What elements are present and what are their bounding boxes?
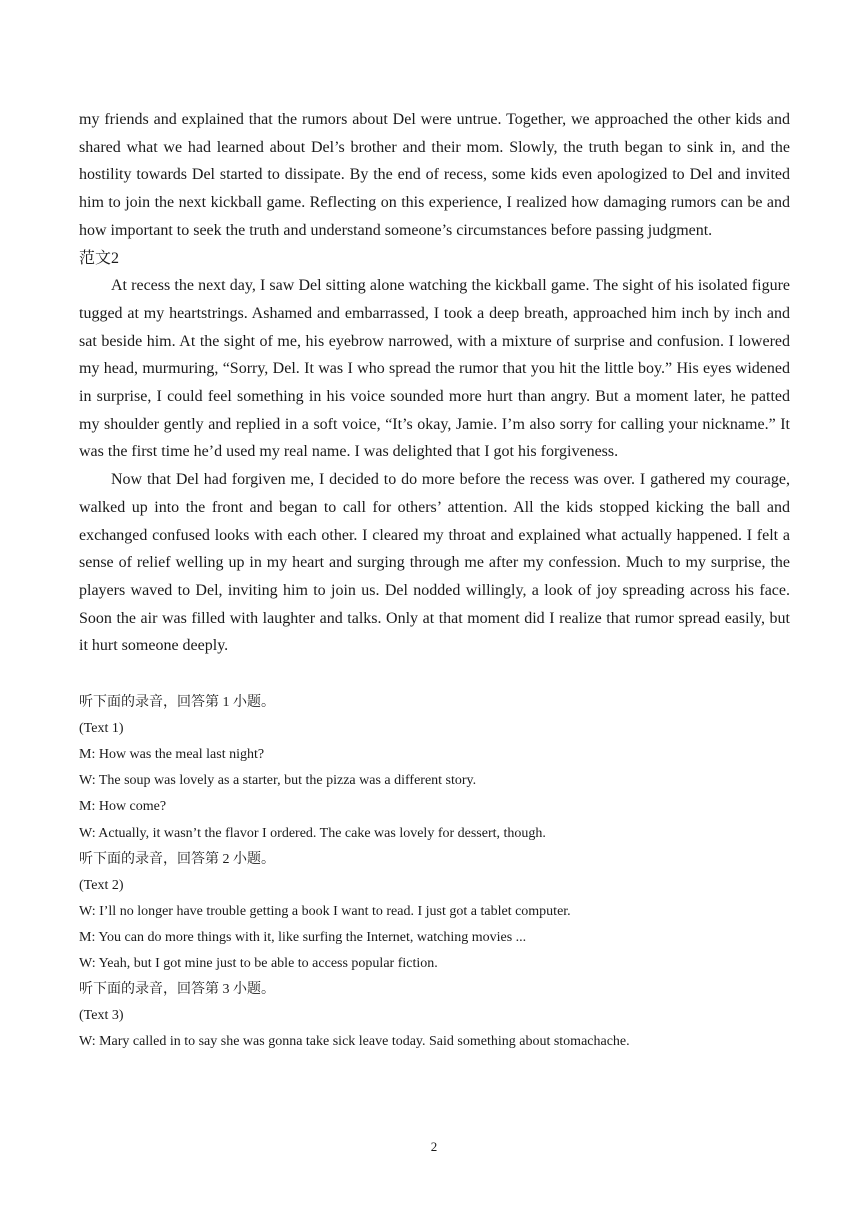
- sample-essay-2-paragraph-2: Now that Del had forgiven me, I decided to do more before the recess was over. I gathered my courage, walked up into the front and began to call for others’ attention. All the kids stopped kicking the ball and exchanged confused looks with each other. I cleared my throat and explained what actually happened. I felt a sense of relief welling up in my heart and surging through me after my confession. Much to my surprise, the players waved to Del, inviting him to join us. Del nodded willingly, a look of joy spreading across his face. Soon the air was filled with laughter and talks. Only at that moment did I realize that rumor spread easily, but it hurt someone deeply.: [79, 471, 790, 655]
- text-2-dialogue-line: M: You can do more things with it, like surfing the Internet, watching movies ...: [79, 929, 527, 945]
- text-3-instruction: 听下面的录音，回答第 3 小题。: [79, 982, 275, 998]
- sample-essay-2-paragraph-1: At recess the next day, I saw Del sitting alone watching the kickball game. The sight of his isolated figure tugged at my heartstrings. Ashamed and embarrassed, I took a deep breath, approached him inch by inch and sat beside him. At the sight of me, his eyebrow narrowed, with a mixture of surprise and confusion. I lowered my head, murmuring, “Sorry, Del. It was I who spread the rumor that you hit the little boy.” His eyes widened in surprise, I could feel something in his voice sounded more hurt than angry. But a moment later, he patted my shoulder gently and replied in a soft voice, “It’s okay, Jamie. I’m also sorry for calling your nickname.” It was the first time he’d used my real name. I was delighted that I got his forgiveness.: [79, 277, 790, 461]
- text-1-label: (Text 1): [79, 721, 124, 737]
- text-1-dialogue-line: M: How was the meal last night?: [79, 747, 265, 763]
- text-3-label: (Text 3): [79, 1008, 124, 1024]
- text-1-instruction: 听下面的录音，回答第 1 小题。: [79, 695, 275, 711]
- sample-essay-2-heading: 范文2: [79, 249, 120, 267]
- essay-continuation-paragraph: my friends and explained that the rumors about Del were untrue. Together, we approached the other kids and shared what we had learned about Del’s brother and their mom. Slowly, the truth began to sink in, and the hostility towards Del started to dissipate. By the end of recess, some kids even apologized to Del and invited him to join the next kickball game. Reflecting on this experience, I realized how damaging rumors can be and how important to seek the truth and understand someone’s circumstances before passing judgment.: [79, 111, 790, 239]
- text-2-instruction: 听下面的录音，回答第 2 小题。: [79, 851, 275, 867]
- text-2-label: (Text 2): [79, 877, 124, 893]
- text-1-dialogue-line: W: Actually, it wasn’t the flavor I ordered. The cake was lovely for dessert, though.: [79, 825, 546, 841]
- listening-transcript-section: [79, 690, 790, 1055]
- text-2-dialogue-line: W: I’ll no longer have trouble getting a book I want to read. I just got a tablet computer.: [79, 903, 571, 919]
- document-page: [79, 106, 790, 1055]
- text-1-dialogue-line: M: How come?: [79, 799, 167, 815]
- page-number: 2: [430, 1139, 438, 1154]
- text-3-dialogue-line: W: Mary called in to say she was gonna take sick leave today. Said something about stomachache.: [79, 1034, 630, 1050]
- essay-section: [79, 106, 790, 660]
- text-1-dialogue-line: W: The soup was lovely as a starter, but the pizza was a different story.: [79, 773, 477, 789]
- text-2-dialogue-line: W: Yeah, but I got mine just to be able to access popular fiction.: [79, 956, 438, 971]
